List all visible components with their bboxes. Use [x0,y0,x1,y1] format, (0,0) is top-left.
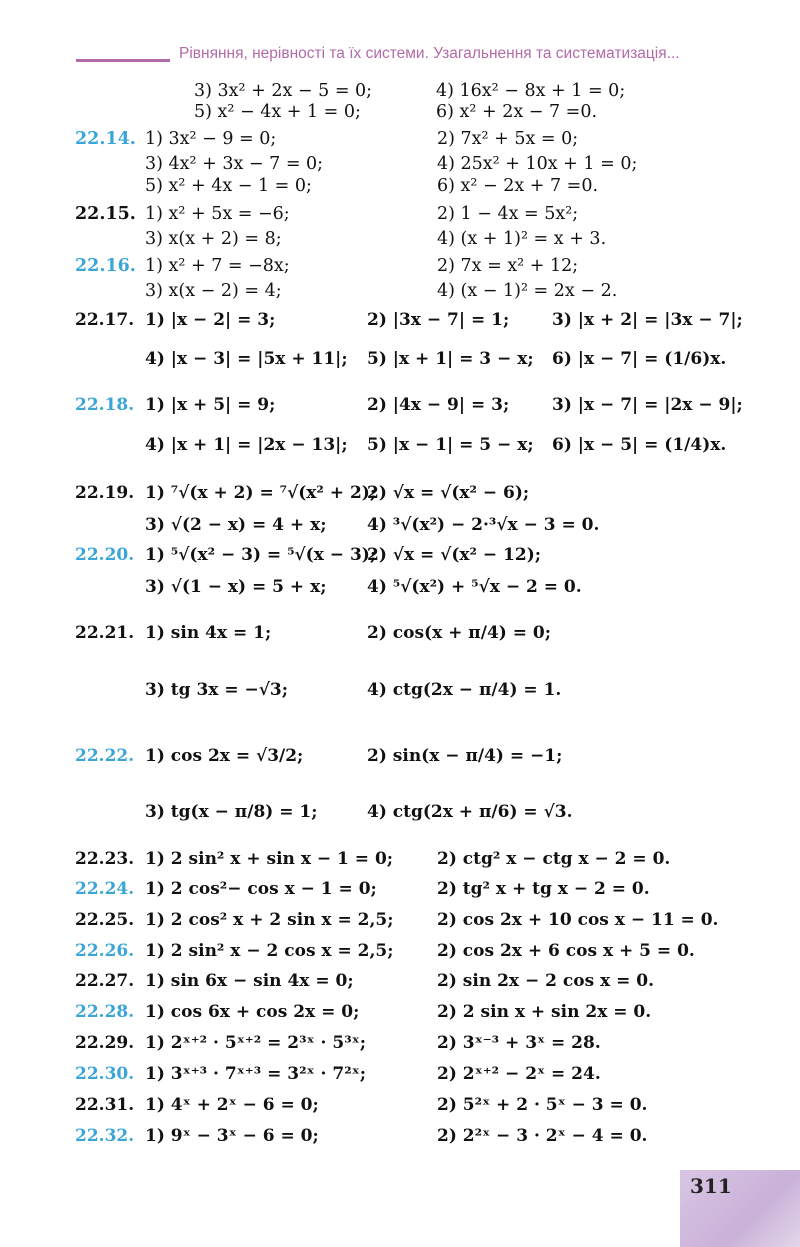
exercise-row: 22.18. 1) |x + 5| = 9; 2) |4x − 9| = 3; 3) |x − 7| = |2x − 9|; [0,392,800,418]
exercise-number: 22.30. [75,1064,135,1084]
exercise-row: 22.17. 1) |x − 2| = 3; 2) |3x − 7| = 1; 3) |x + 2| = |3x − 7|; [0,307,800,333]
exercise-number: 22.24. [75,879,135,899]
exercise-row: 3) √(2 − x) = 4 + x; 4) ³√(x²) − 2·³√x − 3 = 0. [145,515,600,535]
exercise-row: 22.29. 1) 2ˣ⁺² · 5ˣ⁺² = 2³ˣ · 5³ˣ; 2) 3ˣ⁻³ + 3ˣ = 28. [0,1030,800,1056]
exercise-row: 22.14. 1) 3x² − 9 = 0; 2) 7x² + 5x = 0; [0,126,800,152]
exercise-number: 22.22. [75,746,135,766]
running-header: Рівняння, нерівності та їх системи. Узагальнення та систематизація... [179,45,680,62]
exercise-row: 22.15. 1) x² + 5x = −6; 2) 1 − 4x = 5x²; [0,201,800,227]
exercise-row: 22.20. 1) ⁵√(x² − 3) = ⁵√(x − 3); 2) √x = √(x² − 12); [0,542,800,568]
exercise-row: 22.21. 1) sin 4x = 1; 2) cos(x + π/4) = 0; [0,620,800,646]
exercise-row: 22.30. 1) 3ˣ⁺³ · 7ˣ⁺³ = 3²ˣ · 7²ˣ; 2) 2ˣ⁺² − 2ˣ = 24. [0,1061,800,1087]
exercise-row: 4) |x + 1| = |2x − 13|; 5) |x − 1| = 5 − x; 6) |x − 5| = (1/4)x. [145,435,727,455]
exercise-row: 22.26. 1) 2 sin² x − 2 cos x = 2,5; 2) cos 2x + 6 cos x + 5 = 0. [0,938,800,964]
exercise-number: 22.26. [75,941,135,961]
exercise-row: 22.16. 1) x² + 7 = −8x; 2) 7x = x² + 12; [0,253,800,279]
exercise-row: 22.25. 1) 2 cos² x + 2 sin x = 2,5; 2) cos 2x + 10 cos x − 11 = 0. [0,907,800,933]
exercise-number: 22.27. [75,971,135,991]
exercise-number: 22.18. [75,395,135,415]
exercise-number: 22.16. [75,256,136,276]
exercise-number: 22.19. [75,483,135,503]
exercise-row: 22.27. 1) sin 6x − sin 4x = 0; 2) sin 2x − 2 cos x = 0. [0,968,800,994]
exercise-row: 3) 3x² + 2x − 5 = 0; 4) 16x² − 8x + 1 = 0; [194,81,626,101]
exercise-row: 5) x² + 4x − 1 = 0; 6) x² − 2x + 7 =0. [145,176,599,196]
exercise-number: 22.15. [75,204,136,224]
exercise-number: 22.20. [75,545,135,565]
exercise-row: 3) x(x − 2) = 4; 4) (x − 1)² = 2x − 2. [145,281,618,301]
exercise-row: 3) x(x + 2) = 8; 4) (x + 1)² = x + 3. [145,229,607,249]
exercise-row: 22.24. 1) 2 cos²− cos x − 1 = 0; 2) tg² x + tg x − 2 = 0. [0,876,800,902]
exercise-row: 22.31. 1) 4ˣ + 2ˣ − 6 = 0; 2) 5²ˣ + 2 · 5ˣ − 3 = 0. [0,1092,800,1118]
header-rule [76,59,170,62]
exercise-number: 22.25. [75,910,135,930]
exercise-row: 22.23. 1) 2 sin² x + sin x − 1 = 0; 2) ctg² x − ctg x − 2 = 0. [0,846,800,872]
exercise-row: 3) tg(x − π/8) = 1; 4) ctg(2x + π/6) = √3. [145,802,573,822]
page-number: 311 [690,1174,732,1198]
exercise-row: 4) |x − 3| = |5x + 11|; 5) |x + 1| = 3 − x; 6) |x − 7| = (1/6)x. [145,349,727,369]
exercise-number: 22.23. [75,849,135,869]
exercise-number: 22.14. [75,129,136,149]
exercise-row: 22.22. 1) cos 2x = √3/2; 2) sin(x − π/4) = −1; [0,743,800,769]
exercise-number: 22.31. [75,1095,135,1115]
exercise-row: 3) √(1 − x) = 5 + x; 4) ⁵√(x²) + ⁵√x − 2 = 0. [145,577,582,597]
exercise-number: 22.32. [75,1126,135,1146]
exercise-row: 3) tg 3x = −√3; 4) ctg(2x − π/4) = 1. [145,680,562,700]
exercise-row: 5) x² − 4x + 1 = 0; 6) x² + 2x − 7 =0. [194,102,598,122]
exercise-number: 22.17. [75,310,135,330]
exercise-row: 22.32. 1) 9ˣ − 3ˣ − 6 = 0; 2) 2²ˣ − 3 · 2ˣ − 4 = 0. [0,1123,800,1149]
exercise-row: 3) 4x² + 3x − 7 = 0; 4) 25x² + 10x + 1 = 0; [145,154,638,174]
exercise-number: 22.29. [75,1033,135,1053]
exercise-number: 22.21. [75,623,135,643]
exercise-row: 22.28. 1) cos 6x + cos 2x = 0; 2) 2 sin x + sin 2x = 0. [0,999,800,1025]
exercise-number: 22.28. [75,1002,135,1022]
exercise-row: 22.19. 1) ⁷√(x + 2) = ⁷√(x² + 2); 2) √x = √(x² − 6); [0,480,800,506]
